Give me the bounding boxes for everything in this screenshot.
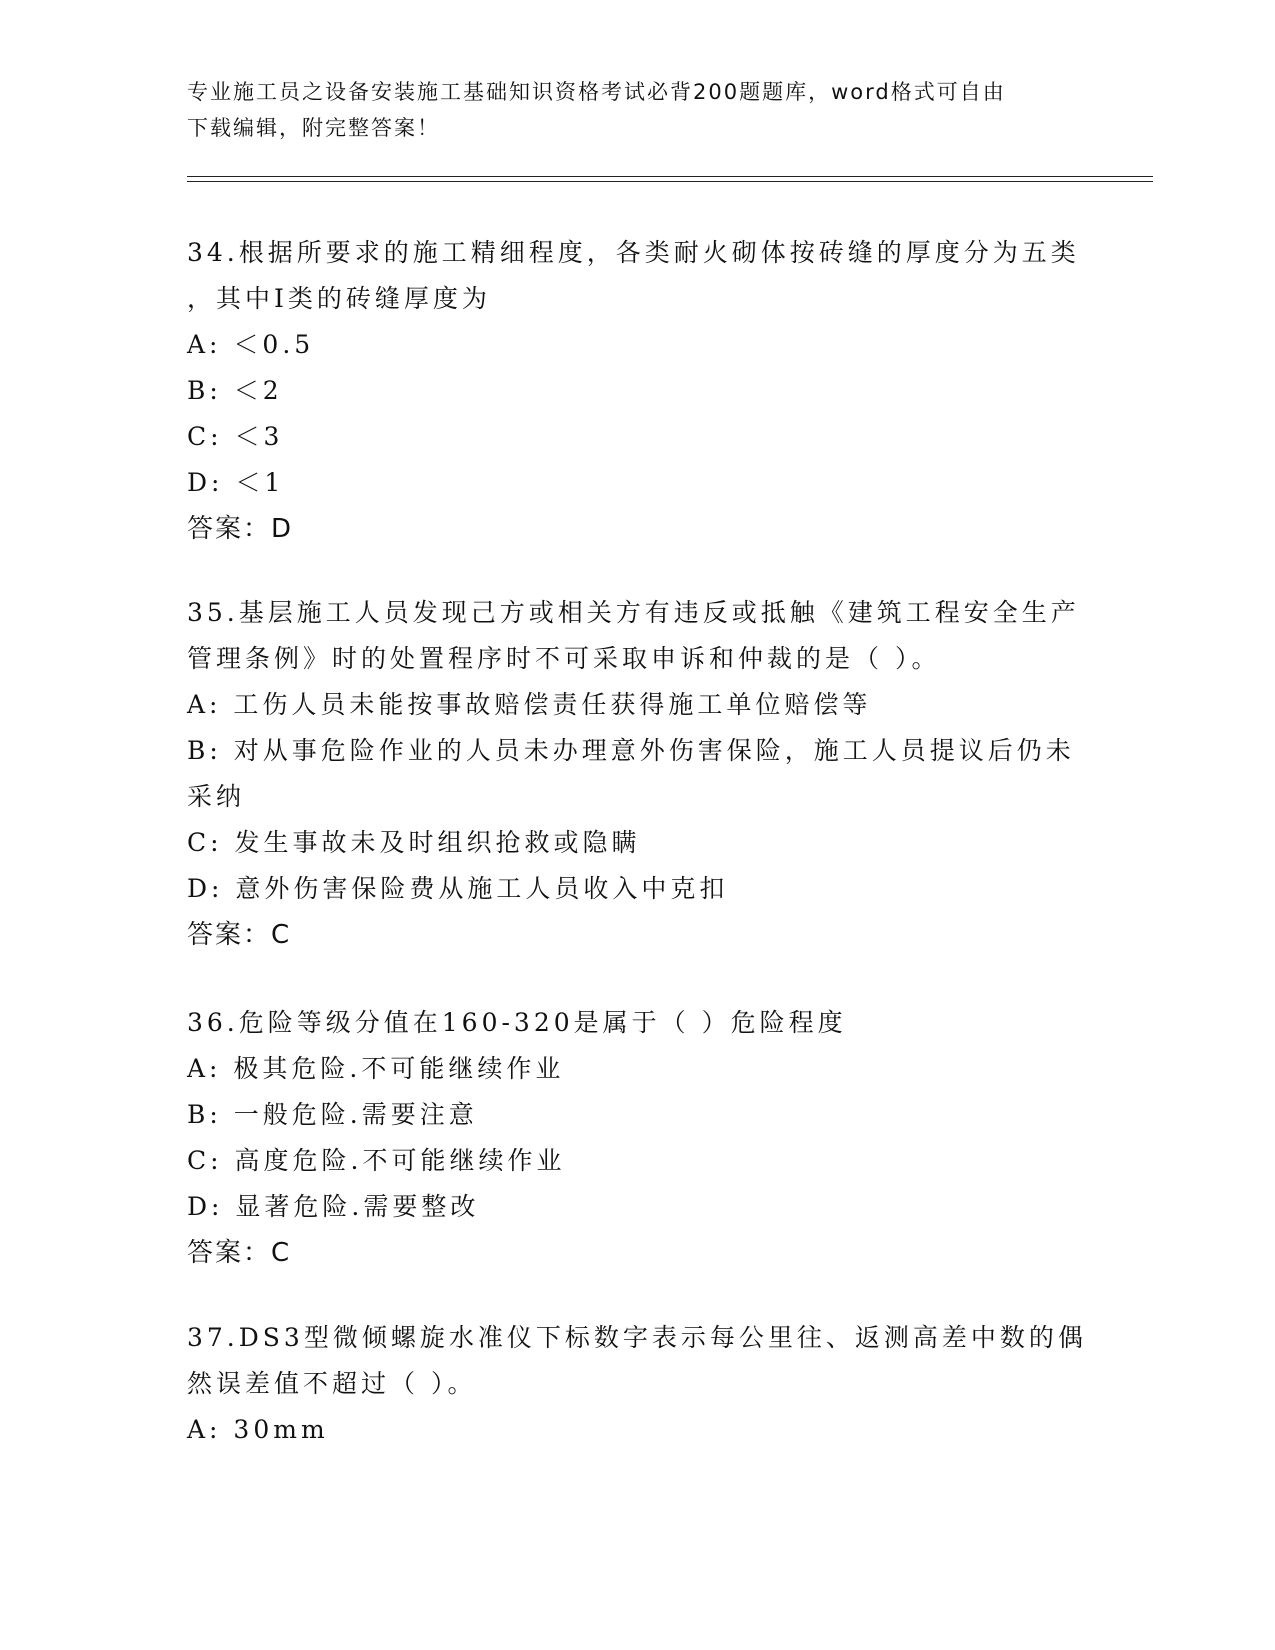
question-stem-line: 35.基层施工人员发现己方或相关方有违反或抵触《建筑工程安全生产: [187, 598, 1080, 627]
option-d: D: 意外伤害保险费从施工人员收入中克扣: [187, 874, 729, 903]
option-c: C: ＜3: [187, 422, 284, 451]
option-c: C: 发生事故未及时组织抢救或隐瞒: [187, 828, 641, 857]
option-a: A: 30mm: [187, 1415, 329, 1444]
answer-label: 答案：C: [187, 1238, 292, 1268]
option-c: C: 高度危险.不可能继续作业: [187, 1146, 566, 1175]
header-divider-bottom: [187, 181, 1153, 182]
document-header: [187, 74, 1067, 146]
option-b: B: ＜2: [187, 376, 283, 405]
question-stem-line: 37.DS3型微倾螺旋水准仪下标数字表示每公里往、返测高差中数的偶: [187, 1323, 1087, 1352]
question-stem-line: 34.根据所要求的施工精细程度，各类耐火砌体按砖缝的厚度分为五类: [187, 238, 1080, 267]
option-d: D: 显著危险.需要整改: [187, 1192, 480, 1221]
header-line-2: 下载编辑，附完整答案！: [187, 116, 440, 140]
header-line-1: 专业施工员之设备安装施工基础知识资格考试必背200题题库，word格式可自由: [187, 80, 1006, 104]
question-stem-line: 管理条例》时的处置程序时不可采取申诉和仲裁的是（ ）。: [187, 644, 941, 673]
question-34: [187, 230, 1087, 552]
option-b-continued: 采纳: [187, 782, 246, 811]
option-a: A: 工伤人员未能按事故赔偿责任获得施工单位赔偿等: [187, 690, 872, 719]
answer-label: 答案：D: [187, 514, 294, 544]
option-a: A: 极其危险.不可能继续作业: [187, 1054, 565, 1083]
option-a: A: ＜0.5: [187, 330, 315, 359]
option-b: B: 对从事危险作业的人员未办理意外伤害保险，施工人员提议后仍未: [187, 736, 1075, 765]
question-stem-line: 36.危险等级分值在160-320是属于（ ）危险程度: [187, 1008, 847, 1037]
option-b: B: 一般危险.需要注意: [187, 1100, 478, 1129]
option-d: D: ＜1: [187, 468, 285, 497]
question-35: [187, 590, 1087, 958]
question-stem-line: 然误差值不超过（ ）。: [187, 1369, 477, 1398]
answer-label: 答案：C: [187, 920, 292, 950]
header-divider-top: [187, 176, 1153, 177]
question-stem-line: ，其中Ⅰ类的砖缝厚度为: [187, 284, 491, 313]
question-36: [187, 1000, 1087, 1276]
question-37: [187, 1315, 1087, 1453]
